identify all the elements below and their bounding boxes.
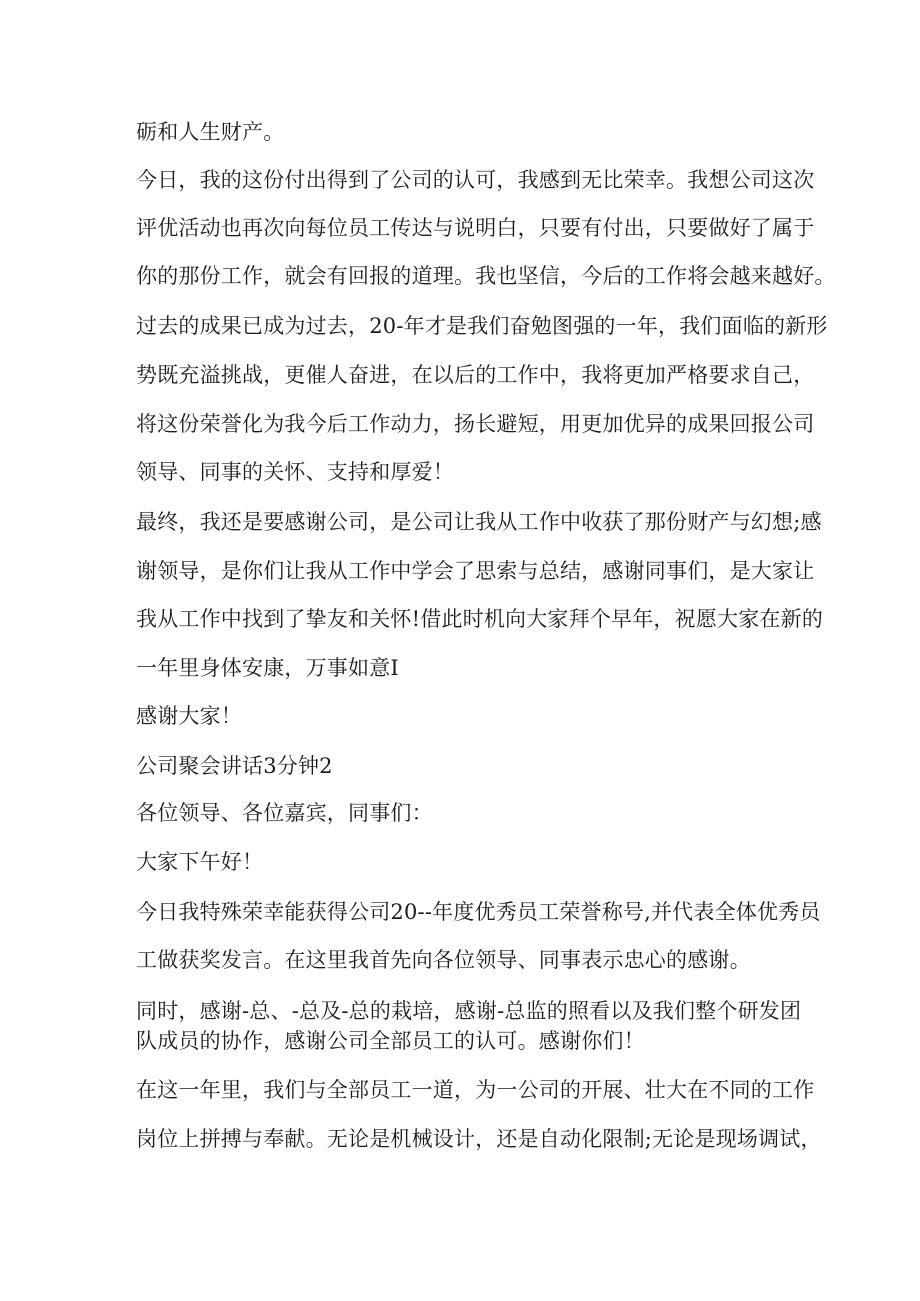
text-line: 领导、同事的关怀、支持和厚爱！ [136, 460, 454, 484]
text-line: 今日，我的这份付出得到了公司的认可，我感到无比荣幸。我想公司这次 [136, 168, 815, 192]
text-line: 在这一年里，我们与全部员工一道，为一公司的开展、壮大在不同的工作 [136, 1078, 815, 1102]
text-line: 你的那份工作，就会有回报的道理。我也坚信，今后的工作将会越来越好。 [136, 264, 836, 288]
text-line: 最终，我还是要感谢公司，是公司让我从工作中收获了那份财产与幻想;感 [136, 510, 822, 534]
text-line: 将这份荣誉化为我今后工作动力，扬长避短，用更加优异的成果回报公司 [136, 412, 815, 436]
text-line: 评优活动也再次向每位员工传达与说明白，只要有付出，只要做好了属于 [136, 216, 815, 240]
text-line: 今日我特殊荣幸能获得公司20--年度优秀员工荣誉称号,并代表全体优秀员 [136, 900, 821, 924]
text-line: 各位领导、各位嘉宾，同事们： [136, 801, 433, 825]
text-line: 大家下午好！ [136, 850, 264, 874]
text-line: 队成员的协作，感谢公司全部员工的认可。感谢你们！ [136, 1029, 645, 1053]
text-line: 同时，感谢-总、-总及-总的栽培，感谢-总监的照看以及我们整个研发团 [136, 999, 802, 1023]
text-line: 砺和人生财产。 [136, 120, 285, 144]
text-line: 感谢大家！ [136, 704, 242, 728]
section-heading: 公司聚会讲话3分钟2 [136, 754, 333, 778]
text-line: 一年里身体安康，万事如意I [136, 656, 399, 680]
text-line: 我从工作中找到了挚友和关怀!借此时机向大家拜个早年，祝愿大家在新的 [136, 607, 824, 631]
text-line: 势既充溢挑战，更催人奋进，在以后的工作中，我将更加严格要求自己， [136, 363, 815, 387]
text-line: 岗位上拼搏与奉献。无论是机械设计，还是自动化限制;无论是现场调试， [136, 1127, 822, 1151]
text-line: 过去的成果已成为过去，20-年才是我们奋勉图强的一年，我们面临的新形 [136, 314, 828, 338]
text-line: 谢领导，是你们让我从工作中学会了思索与总结，感谢同事们，是大家让 [136, 559, 815, 583]
text-line: 工做获奖发言。在这里我首先向各位领导、同事表示忠心的感谢。 [136, 948, 751, 972]
